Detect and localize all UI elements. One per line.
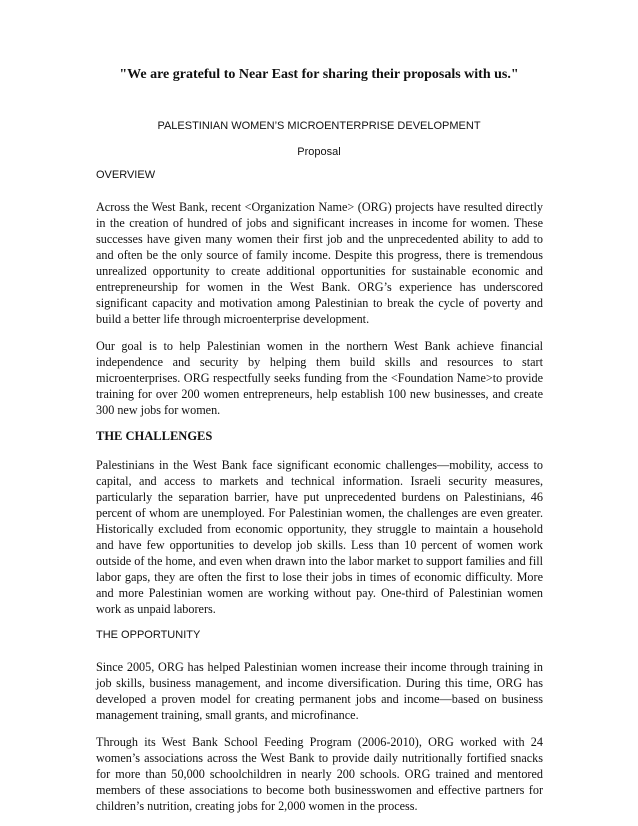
challenges-paragraph-1: Palestinians in the West Bank face significant economic challenges—mobility, access to capital, and access to markets and technical information. Israeli security measures, particularly the separation barrier, have put unprecedented burdens on Palestinians, 46 percent of whom are unemployed. For Palestinian women, the challenges are even greater. Historically excluded from economic opportunity, they struggle to maintain a household and have few opportunities to develop job skills. Less than 10 percent of women work outside of the home, and even when drawn into the labor market to support families and fill labor gaps, they are often the first to lose their jobs in times of economic difficulty. More and more Palestinian women are working without pay. One-third of Palestinian women work as unpaid laborers. xyxy=(96,458,543,616)
header-quote: "We are grateful to Near East for sharing their proposals with us." xyxy=(119,67,519,82)
overview-heading: OVERVIEW xyxy=(96,169,156,181)
document-body xyxy=(96,168,543,825)
opportunity-paragraph-1: Since 2005, ORG has helped Palestinian women increase their income through training in job skills, business management, and income diversification. During this time, ORG has developed a proven model for creating permanent jobs and income—based on business management training, small grants, and microfinance. xyxy=(96,660,543,722)
challenges-heading: THE CHALLENGES xyxy=(96,429,213,443)
opportunity-section xyxy=(96,628,543,814)
opportunity-paragraph-2: Through its West Bank School Feeding Program (2006-2010), ORG worked with 24 women’s associations across the West Bank to provide daily nutritionally fortified snacks for more than 50,000 schoolchildren in nearly 200 schools. ORG trained and mentored members of these associations to become both businesswomen and effective partners for children’s nutrition, creating jobs for 2,000 women in the process. xyxy=(96,735,543,813)
overview-section xyxy=(96,168,543,418)
overview-paragraph-1: Across the West Bank, recent <Organization Name> (ORG) projects have resulted directly in the creation of hundred of jobs and significant increases in income for women. These successes have given many women their first job and the unprecedented ability to add to and often be the only source of family income. Despite this progress, there is tremendous unrealized opportunity to create additional opportunities for sustainable economic and entrepreneurship for women in the West Bank. ORG’s experience has underscored significant capacity and motivation among Palestinian to break the cycle of poverty and build a better life through microenterprise development. xyxy=(96,200,543,326)
document-title: PALESTINIAN WOMEN’S MICROENTERPRISE DEVELOPMENT xyxy=(157,120,481,132)
overview-paragraph-2: Our goal is to help Palestinian women in the northern West Bank achieve financial independence and security by helping them build skills and resources to start microenterprises. ORG respectfully seeks funding from the <Foundation Name>to provide training for over 200 women entrepreneurs, help establish 100 new businesses, and create 300 new jobs for women. xyxy=(96,339,543,417)
challenges-section xyxy=(96,429,543,617)
opportunity-heading: THE OPPORTUNITY xyxy=(96,629,201,641)
document-subtitle: Proposal xyxy=(297,146,341,158)
